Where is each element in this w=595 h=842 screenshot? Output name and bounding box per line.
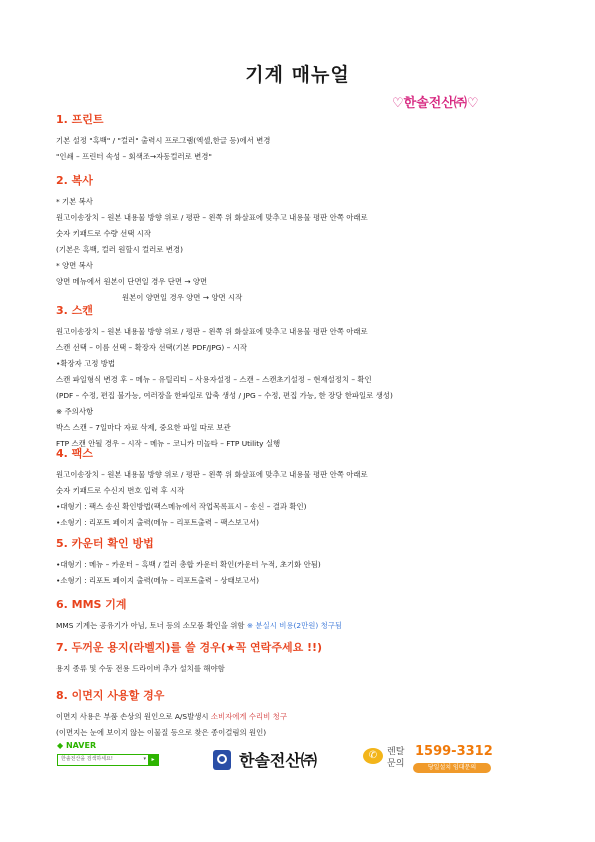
company-logo-icon bbox=[213, 750, 231, 770]
section-line: * 양면 복사 bbox=[56, 261, 93, 270]
section-line: •소형기 : 리포트 페이지 출력(메뉴 – 리포트출력 – 팩스보고서) bbox=[56, 518, 260, 527]
repair-charge-note: 소비자에게 수리비 청구 bbox=[210, 712, 287, 721]
section-line: 원고이송장치 – 원본 내용물 방향 위로 / 평판 – 왼쪽 위 화살표에 맞추고 내용물 평판 안쪽 아래로 bbox=[56, 213, 368, 222]
section-line bbox=[56, 709, 556, 725]
mms-text: MMS 기계는 공유기가 아님, 토너 등의 소모품 확인을 위함 bbox=[56, 621, 245, 630]
section-line: 박스 스캔 – 7일마다 자료 삭제, 중요한 파일 따로 보관 bbox=[56, 423, 231, 432]
section-line: * 기본 복사 bbox=[56, 197, 93, 206]
section-line: 숫자 키패드로 수량 선택 시작 bbox=[56, 229, 152, 238]
naver-leaf-icon: ◆ bbox=[57, 741, 64, 750]
section-mms bbox=[56, 597, 556, 634]
dropdown-icon: ▾ bbox=[143, 756, 146, 762]
section-counter bbox=[56, 536, 556, 589]
section-line: •확장자 고정 방법 bbox=[56, 359, 116, 368]
section-scan bbox=[56, 303, 556, 452]
section-print bbox=[56, 112, 556, 165]
section-line: "인쇄 – 프린터 속성 – 회색조→자동컬러로 변경" bbox=[56, 152, 212, 161]
section-copy bbox=[56, 173, 556, 306]
rental-contact bbox=[363, 742, 493, 778]
section-line: 원본이 양면일 경우 양면 → 양면 시작 bbox=[122, 293, 243, 302]
section-scrap-paper bbox=[56, 688, 556, 741]
naver-logo-text: NAVER bbox=[65, 741, 97, 750]
naver-search-text: 한솔전산을 검색하세요! bbox=[61, 756, 113, 762]
company-tag: ♡한솔전산㈜♡ bbox=[392, 96, 479, 111]
section-line: 숫자 키패드로 수신지 번호 입력 후 시작 bbox=[56, 486, 185, 495]
section-line: 스캔 선택 – 이름 선택 – 확장자 선택(기본 PDF/JPG) – 시작 bbox=[56, 343, 247, 352]
rental-label: 렌탈 문의 bbox=[387, 747, 405, 769]
section-line: (PDF – 수정, 편집 불가능, 여러장을 한파일로 압축 생성 / JPG – 수정, 편집 가능, 한 장당 한파일로 생성) bbox=[56, 391, 393, 400]
section-line bbox=[56, 618, 556, 634]
section-heading: 6. MMS 기계 bbox=[56, 598, 127, 611]
section-thick-paper bbox=[56, 640, 556, 677]
section-heading: 4. 팩스 bbox=[56, 447, 93, 460]
section-line: FTP 스캔 안될 경우 – 시작 – 메뉴 – 코니카 미놀타 – FTP Utility 실행 bbox=[56, 439, 281, 448]
section-line: •대형기 : 팩스 송신 확인방법(팩스메뉴에서 작업목록표시 – 송신 – 결과 확인) bbox=[56, 502, 307, 511]
section-line: 스캔 파일형식 변경 후 – 메뉴 – 유틸리티 – 사용자설정 – 스캔 – 스캔초기설정 – 현재설정치 – 확인 bbox=[56, 375, 372, 384]
section-line: •대형기 : 메뉴 – 카운터 – 흑백 / 컬러 총합 카운터 확인(카운터 누적, 초기화 안됨) bbox=[56, 560, 321, 569]
search-button[interactable]: ▸ bbox=[148, 754, 158, 765]
section-heading: 8. 이면지 사용할 경우 bbox=[56, 689, 165, 702]
section-line: (기본은 흑백, 컬러 원할시 컬러로 변경) bbox=[56, 245, 183, 254]
phone-chat-icon: ✆ bbox=[363, 748, 383, 764]
section-heading: 5. 카운터 확인 방법 bbox=[56, 537, 154, 550]
section-line: 원고이송장치 – 원본 내용물 방향 위로 / 평판 – 왼쪽 위 화살표에 맞추고 내용물 평판 안쪽 아래로 bbox=[56, 470, 368, 479]
section-heading: 2. 복사 bbox=[56, 174, 93, 187]
section-heading: 1. 프린트 bbox=[56, 113, 104, 126]
phone-number[interactable]: 1599-3312 bbox=[415, 744, 493, 759]
section-heading: 7. 두꺼운 용지(라벨지)를 쓸 경우(★꼭 연락주세요 !!) bbox=[56, 641, 323, 654]
section-line: 기본 설정 "흑백" / "컬러" 출력시 프로그램(엑셀,한글 등)에서 변경 bbox=[56, 136, 271, 145]
company-name: 한솔전산㈜ bbox=[239, 751, 317, 770]
naver-search-banner[interactable] bbox=[57, 740, 161, 770]
section-line: 용지 종류 및 수동 전용 드라이버 추가 설치를 해야함 bbox=[56, 664, 225, 673]
footer-banner bbox=[0, 740, 595, 780]
consult-tag: 당일설치 임대문의 bbox=[413, 763, 491, 773]
naver-logo bbox=[57, 740, 161, 752]
section-fax bbox=[56, 446, 556, 531]
scrap-paper-text: 이면지 사용은 부품 손상의 원인으로 A/S발생시 bbox=[56, 712, 209, 721]
naver-search-input[interactable] bbox=[57, 754, 159, 766]
section-line: 양면 메뉴에서 원본이 단면일 경우 단면 → 양면 bbox=[56, 277, 208, 286]
section-heading: 3. 스캔 bbox=[56, 304, 93, 317]
section-line: ※ 주의사항 bbox=[56, 407, 94, 416]
section-line: •소형기 : 리포트 페이지 출력(메뉴 – 리포트출력 – 상태보고서) bbox=[56, 576, 260, 585]
section-line: 원고이송장치 – 원본 내용물 방향 위로 / 평판 – 왼쪽 위 화살표에 맞추고 내용물 평판 안쪽 아래로 bbox=[56, 327, 368, 336]
page-title: 기계 매뉴얼 bbox=[245, 64, 350, 86]
section-line: (이면지는 눈에 보이지 않는 이물질 등으로 찾은 종이걸림의 원인) bbox=[56, 728, 267, 737]
loss-charge-note: ※ 분실시 비용(2만원) 청구됨 bbox=[246, 621, 342, 630]
